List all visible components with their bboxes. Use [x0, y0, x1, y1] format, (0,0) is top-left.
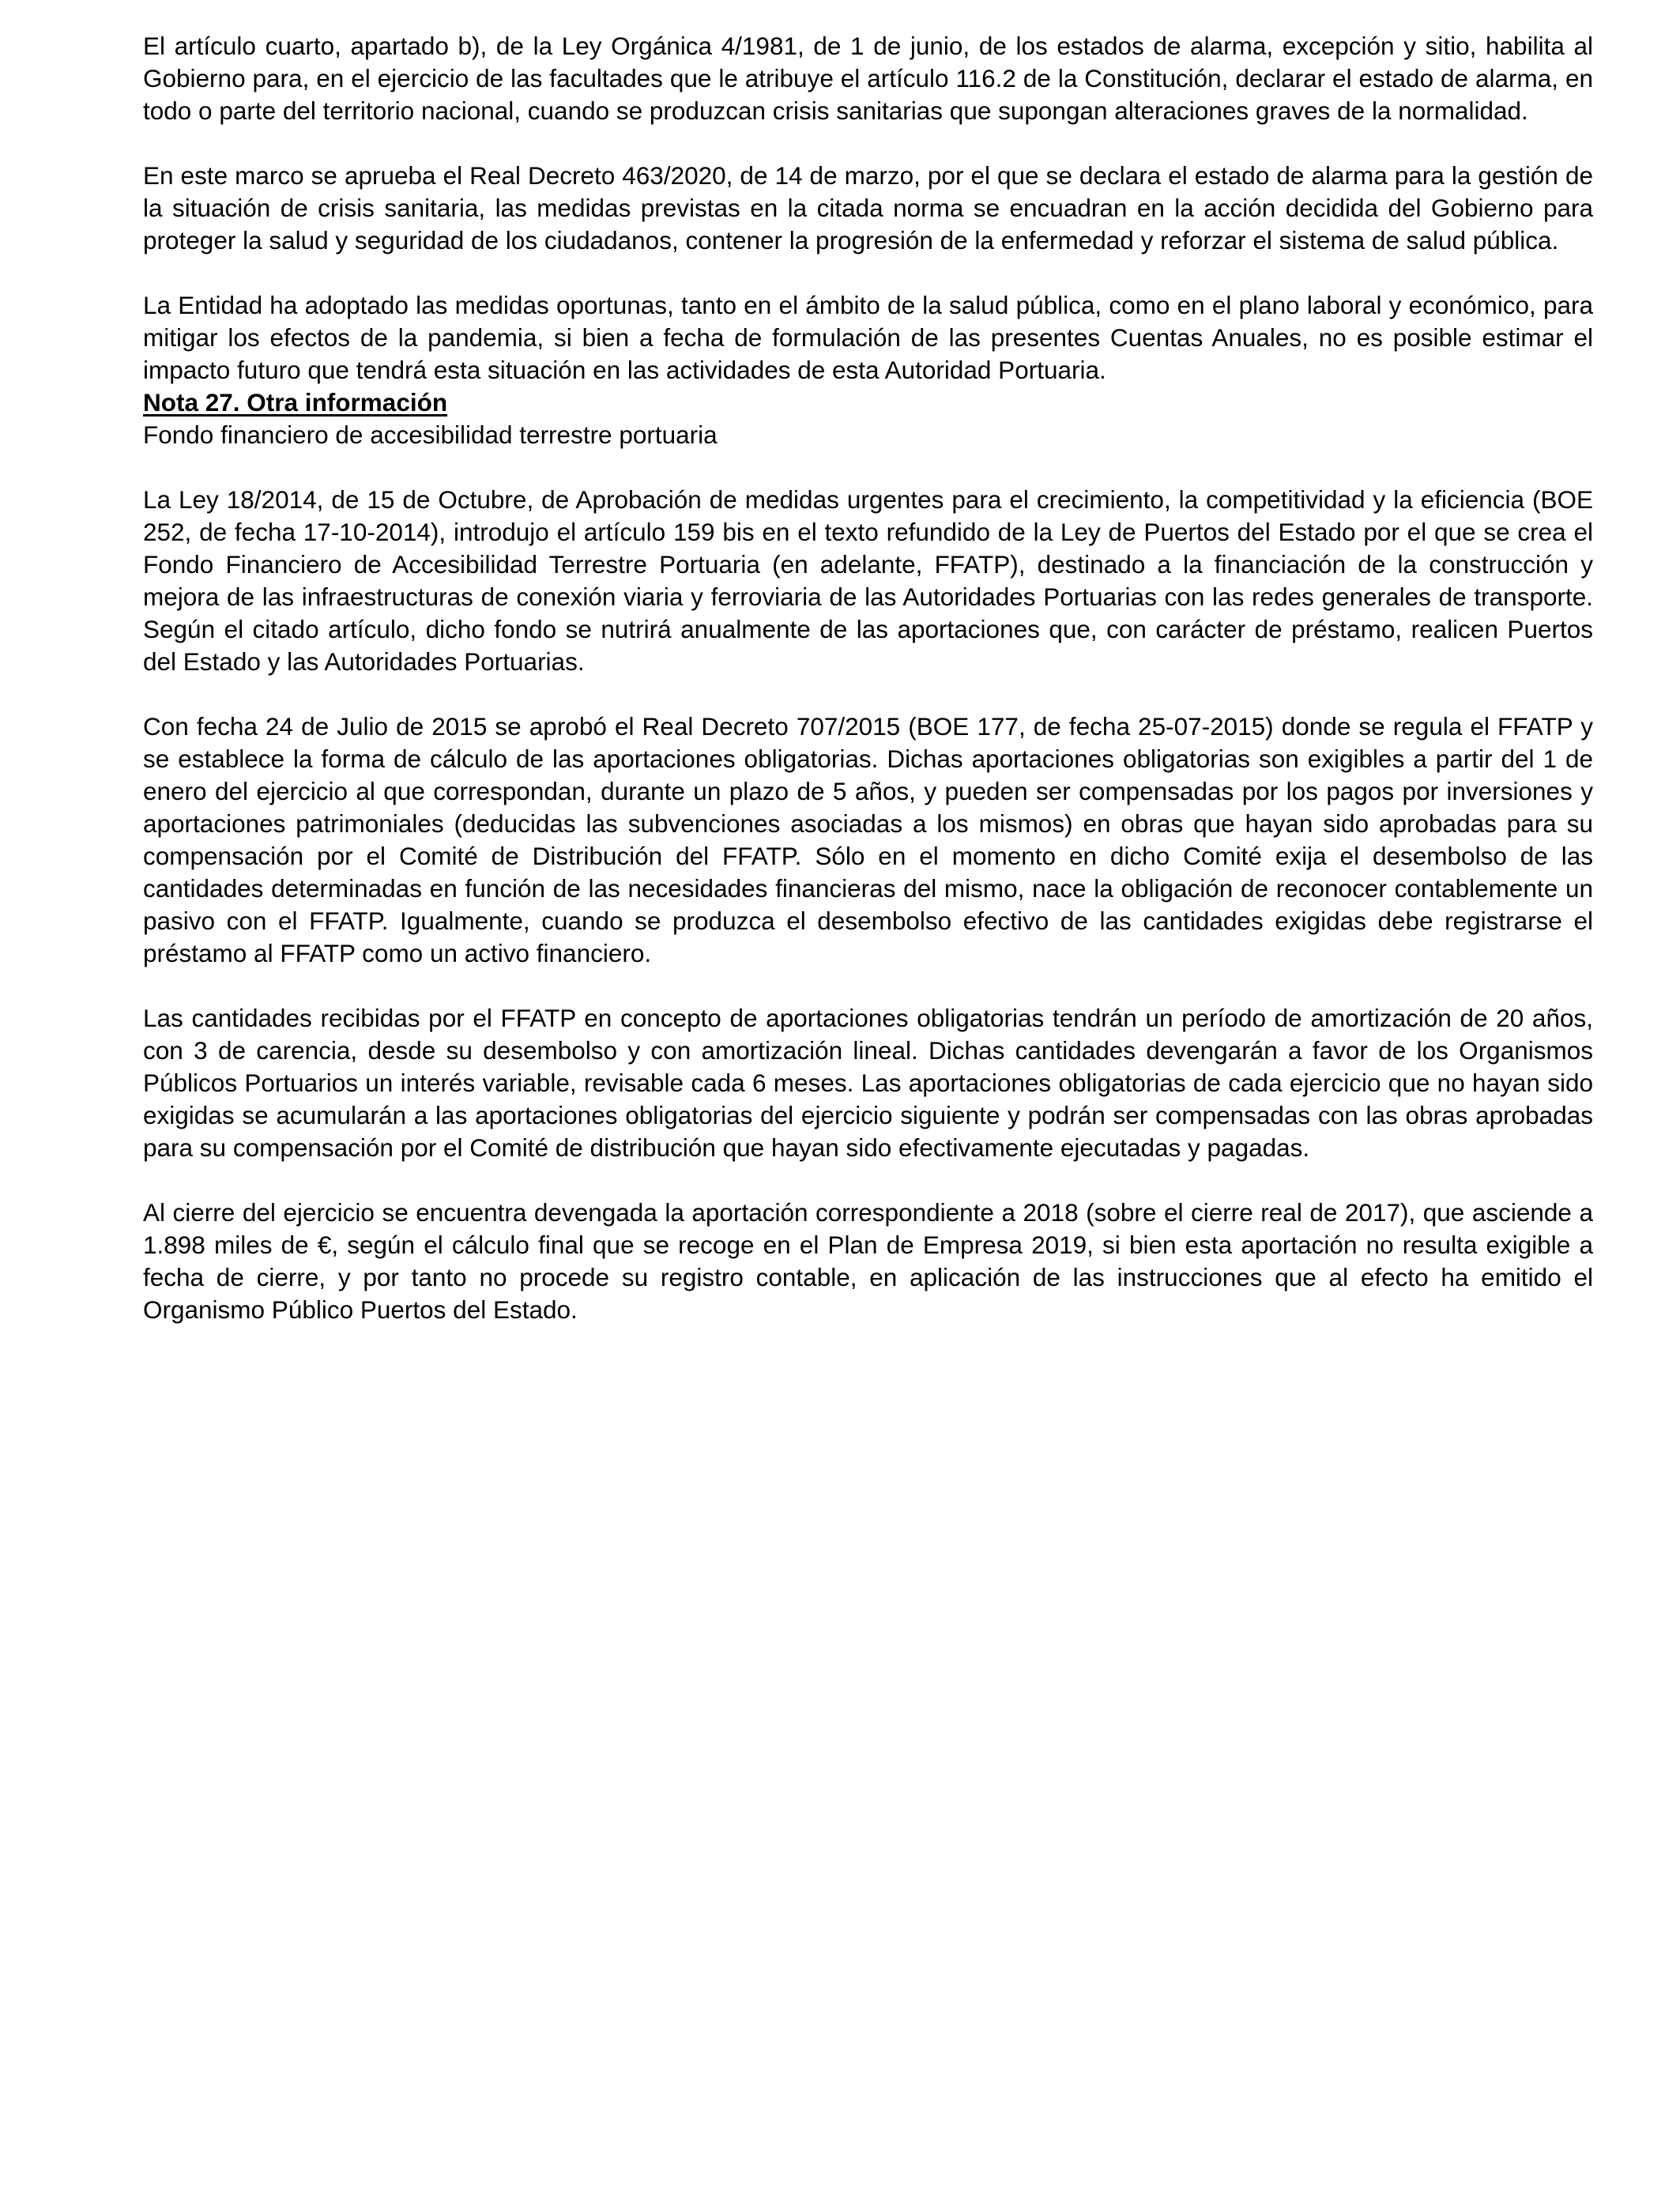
- paragraph-estado-alarma-ley: El artículo cuarto, apartado b), de la Ley Orgánica 4/1981, de 1 de junio, de los estados de alarma, excepción y sitio, habilita al Gobierno para, en el ejercicio de las facultades que le atribuye el artículo 116.2 de la Constitución, declarar el estado de alarma, en todo o parte del territorio nacional, cuando se produzcan crisis sanitarias que supongan alteraciones graves de la normalidad.: [143, 32, 1593, 125]
- document-body: [143, 30, 1593, 1326]
- paragraph-cierre-ejercicio: Al cierre del ejercicio se encuentra devengada la aportación correspondiente a 2018 (sobre el cierre real de 2017), que asciende a 1.898 miles de €, según el cálculo final que se recoge en el Plan de Empresa 2019, si bien esta aportación no resulta exigible a fecha de cierre, y por tanto no procede su registro contable, en aplicación de las instrucciones que al efecto ha emitido el Organismo Público Puertos del Estado.: [143, 1198, 1593, 1324]
- note-heading: Nota 27. Otra información: [143, 388, 448, 417]
- paragraph-real-decreto-463: En este marco se aprueba el Real Decreto 463/2020, de 14 de marzo, por el que se declara el estado de alarma para la gestión de la situación de crisis sanitaria, las medidas previstas en la citada norma se encuadran en la acción decidida del Gobierno para proteger la salud y seguridad de los ciudadanos, contener la progresión de la enfermedad y reforzar el sistema de salud pública.: [143, 161, 1593, 254]
- note-subheading: Fondo financiero de accesibilidad terrestre portuaria: [143, 420, 718, 449]
- paragraph-real-decreto-707: Con fecha 24 de Julio de 2015 se aprobó el Real Decreto 707/2015 (BOE 177, de fecha 25-07-2015) donde se regula el FFATP y se establece la forma de cálculo de las aportaciones obligatorias. Dichas aportaciones obligatorias son exigibles a partir del 1 de enero del ejercicio al que correspondan, durante un plazo de 5 años, y pueden ser compensadas por los pagos por inversiones y aportaciones patrimoniales (deducidas las subvenciones asociadas a los mismos) en obras que hayan sido aprobadas para su compensación por el Comité de Distribución del FFATP. Sólo en el momento en dicho Comité exija el desembolso de las cantidades determinadas en función de las necesidades financieras del mismo, nace la obligación de reconocer contablemente un pasivo con el FFATP. Igualmente, cuando se produzca el desembolso efectivo de las cantidades exigidas debe registrarse el préstamo al FFATP como un activo financiero.: [143, 712, 1593, 967]
- paragraph-cantidades-recibidas: Las cantidades recibidas por el FFATP en concepto de aportaciones obligatorias tendrán un período de amortización de 20 años, con 3 de carencia, desde su desembolso y con amortización lineal. Dichas cantidades devengarán a favor de los Organismos Públicos Portuarios un interés variable, revisable cada 6 meses. Las aportaciones obligatorias de cada ejercicio que no hayan sido exigidas se acumularán a las aportaciones obligatorias del ejercicio siguiente y podrán ser compensadas con las obras aprobadas para su compensación por el Comité de distribución que hayan sido efectivamente ejecutadas y pagadas.: [143, 1004, 1593, 1162]
- paragraph-ley-18-2014: La Ley 18/2014, de 15 de Octubre, de Aprobación de medidas urgentes para el crecimiento, la competitividad y la eficiencia (BOE 252, de fecha 17-10-2014), introdujo el artículo 159 bis en el texto refundido de la Ley de Puertos del Estado por el que se crea el Fondo Financiero de Accesibilidad Terrestre Portuaria (en adelante, FFATP), destinado a la financiación de la construcción y mejora de las infraestructuras de conexión viaria y ferroviaria de las Autoridades Portuarias con las redes generales de transporte. Según el citado artículo, dicho fondo se nutrirá anualmente de las aportaciones que, con carácter de préstamo, realicen Puertos del Estado y las Autoridades Portuarias.: [143, 485, 1593, 676]
- paragraph-medidas-entidad: La Entidad ha adoptado las medidas oportunas, tanto en el ámbito de la salud pública, como en el plano laboral y económico, para mitigar los efectos de la pandemia, si bien a fecha de formulación de las presentes Cuentas Anuales, no es posible estimar el impacto futuro que tendrá esta situación en las actividades de esta Autoridad Portuaria.: [143, 291, 1593, 384]
